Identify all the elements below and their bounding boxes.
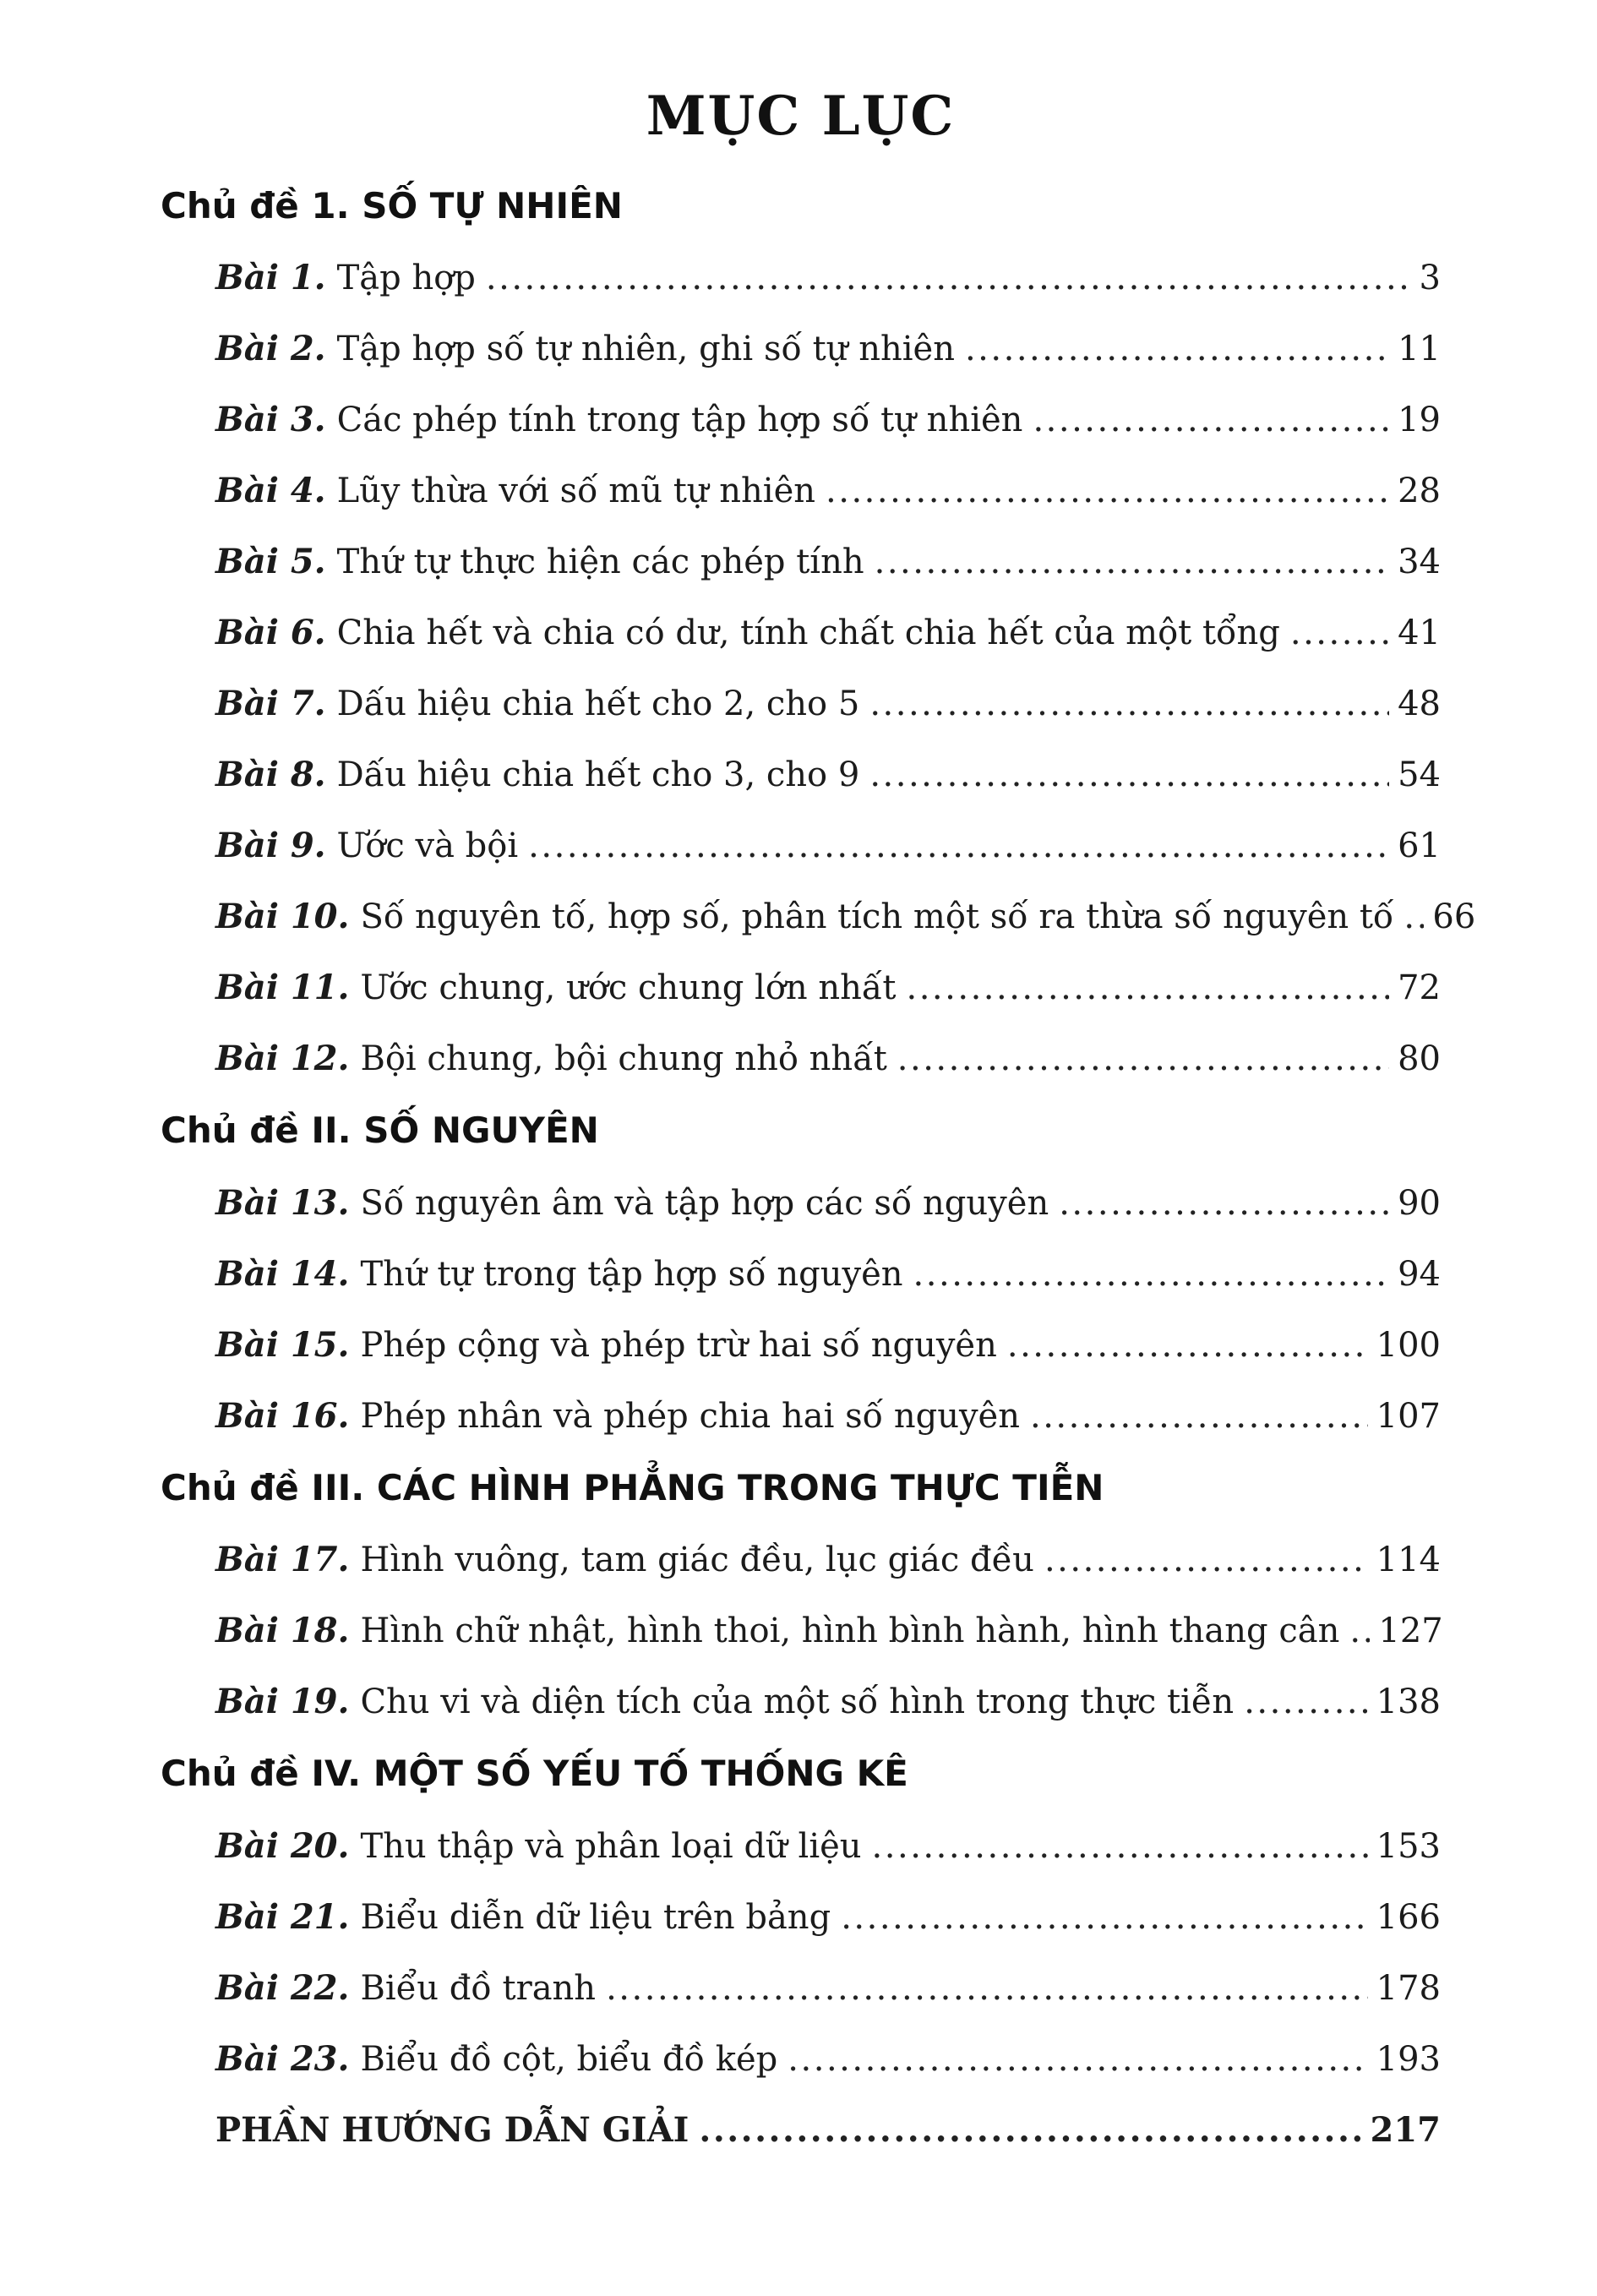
entry-page-number: 138 bbox=[1376, 1682, 1441, 1722]
entry-title: Bội chung, bội chung nhỏ nhất bbox=[360, 1039, 887, 1079]
toc-entry bbox=[215, 2024, 1441, 2095]
entry-title: Ước chung, ước chung lớn nhất bbox=[360, 968, 897, 1008]
dot-leader bbox=[1349, 1611, 1370, 1651]
entry-page-number: 54 bbox=[1398, 755, 1441, 795]
entry-title: Hình chữ nhật, hình thoi, hình bình hành, hình thang cân bbox=[360, 1612, 1340, 1651]
page-title: MỤC LỤC bbox=[646, 85, 956, 148]
entry-title: Lũy thừa với số mũ tự nhiên bbox=[336, 472, 816, 511]
entry-title: Thứ tự trong tập hợp số nguyên bbox=[360, 1254, 903, 1294]
entry-title: Biểu diễn dữ liệu trên bảng bbox=[360, 1897, 831, 1937]
dot-leader bbox=[788, 2039, 1367, 2080]
entry-label: Bài 23. bbox=[215, 2038, 350, 2079]
dot-leader bbox=[1044, 1540, 1368, 1580]
dot-leader bbox=[913, 1254, 1390, 1295]
entry-label: Bài 12. bbox=[215, 1039, 350, 1079]
section-heading: Chủ đề III. CÁC HÌNH PHẲNG TRONG THỰC TIỄN bbox=[161, 1466, 1104, 1508]
entry-title: Ước và bội bbox=[336, 826, 519, 866]
toc-section bbox=[161, 1094, 1441, 1451]
entry-label: Bài 15. bbox=[215, 1324, 350, 1365]
entry-title: Phép nhân và phép chia hai số nguyên bbox=[360, 1396, 1020, 1436]
entry-page-number: 11 bbox=[1398, 330, 1441, 369]
entry-label: Bài 2. bbox=[215, 329, 326, 369]
toc-entry bbox=[215, 1953, 1441, 2024]
toc-entry bbox=[215, 1239, 1441, 1310]
toc-entry bbox=[215, 1023, 1441, 1094]
entry-label: Bài 19. bbox=[215, 1682, 350, 1722]
toc-entry bbox=[215, 384, 1441, 455]
toc-entry bbox=[215, 597, 1441, 668]
dot-leader bbox=[965, 329, 1389, 369]
dot-leader bbox=[1244, 1682, 1367, 1722]
entry-page-number: 3 bbox=[1419, 259, 1441, 298]
entry-page-number: 48 bbox=[1398, 684, 1441, 724]
section-entries bbox=[161, 1524, 1441, 1737]
section-heading: Chủ đề 1. SỐ TỰ NHIÊN bbox=[161, 185, 623, 226]
toc-entry bbox=[215, 1168, 1441, 1239]
dot-leader bbox=[841, 1897, 1367, 1938]
dot-leader bbox=[875, 542, 1389, 582]
dot-leader bbox=[872, 1826, 1368, 1867]
toc-entry bbox=[215, 1595, 1441, 1666]
dot-leader bbox=[907, 968, 1390, 1008]
entry-page-number: 28 bbox=[1398, 472, 1441, 511]
entry-title: Dấu hiệu chia hết cho 2, cho 5 bbox=[336, 684, 860, 724]
entry-page-number: 153 bbox=[1376, 1826, 1441, 1866]
dot-leader bbox=[1059, 1183, 1389, 1224]
dot-leader bbox=[869, 684, 1389, 724]
toc-entry bbox=[215, 1882, 1441, 1953]
dot-leader bbox=[1033, 400, 1389, 440]
section-heading: Chủ đề IV. MỘT SỐ YẾU TỐ THỐNG KÊ bbox=[161, 1753, 908, 1795]
entry-label: Bài 11. bbox=[215, 968, 350, 1008]
section-heading: Chủ đề II. SỐ NGUYÊN bbox=[161, 1110, 599, 1152]
entry-label: Bài 17. bbox=[215, 1540, 350, 1580]
entry-title: Các phép tính trong tập hợp số tự nhiên bbox=[336, 401, 1023, 440]
entry-label: Bài 8. bbox=[215, 755, 326, 795]
section-entries bbox=[161, 243, 1476, 1094]
toc-section bbox=[161, 1737, 1441, 2094]
dot-leader bbox=[1290, 613, 1389, 653]
dot-leader bbox=[826, 471, 1389, 511]
entry-page-number: 193 bbox=[1376, 2039, 1441, 2079]
entry-label: PHẦN HƯỚNG DẪN GIẢI bbox=[215, 2109, 689, 2150]
entry-page-number: 66 bbox=[1432, 897, 1476, 937]
entry-label: Bài 4. bbox=[215, 471, 326, 511]
entry-title: Biểu đồ tranh bbox=[360, 1968, 597, 2008]
toc-entry bbox=[215, 1811, 1441, 1882]
entry-page-number: 107 bbox=[1376, 1396, 1441, 1436]
toc-list bbox=[161, 170, 1476, 2166]
entry-label: Bài 21. bbox=[215, 1896, 350, 1937]
toc-entry bbox=[215, 455, 1441, 526]
toc-entry bbox=[215, 1310, 1441, 1381]
entry-label: Bài 6. bbox=[215, 613, 326, 653]
dot-leader bbox=[897, 1039, 1389, 1079]
toc-entry bbox=[215, 810, 1441, 881]
entry-title: Tập hợp bbox=[336, 259, 476, 298]
dot-leader bbox=[528, 826, 1389, 866]
toc-entry bbox=[215, 314, 1441, 384]
entry-page-number: 72 bbox=[1398, 968, 1441, 1008]
entry-title: Hình vuông, tam giác đều, lục giác đều bbox=[360, 1541, 1034, 1580]
toc-section bbox=[161, 170, 1476, 1094]
entry-label: Bài 9. bbox=[215, 826, 326, 866]
toc-entry bbox=[215, 881, 1476, 952]
entry-page-number: 166 bbox=[1376, 1897, 1441, 1937]
entry-page-number: 19 bbox=[1398, 401, 1441, 440]
entry-page-number: 90 bbox=[1398, 1183, 1441, 1223]
entry-page-number: 80 bbox=[1398, 1039, 1441, 1079]
toc-footer-entry bbox=[215, 2095, 1441, 2166]
entry-page-number: 41 bbox=[1398, 614, 1441, 653]
entry-title: Tập hợp số tự nhiên, ghi số tự nhiên bbox=[336, 330, 955, 369]
entry-label: Bài 10. bbox=[215, 897, 350, 937]
toc-entry bbox=[215, 526, 1441, 597]
toc-entry bbox=[215, 243, 1441, 314]
entry-title: Dấu hiệu chia hết cho 3, cho 9 bbox=[336, 755, 860, 795]
section-entries bbox=[161, 1168, 1441, 1452]
toc-entry bbox=[215, 1666, 1441, 1737]
entry-label: Bài 14. bbox=[215, 1253, 350, 1294]
toc-entry bbox=[215, 668, 1441, 739]
entry-title: Chu vi và diện tích của một số hình trong thực tiễn bbox=[360, 1682, 1235, 1722]
entry-label: Bài 3. bbox=[215, 400, 326, 440]
entry-title: Chia hết và chia có dư, tính chất chia hết của một tổng bbox=[336, 614, 1280, 653]
dot-leader bbox=[1007, 1325, 1368, 1366]
entry-page-number: 178 bbox=[1376, 1968, 1441, 2008]
entry-label: Bài 5. bbox=[215, 542, 326, 582]
toc-entry bbox=[215, 1524, 1441, 1595]
entry-title: Số nguyên âm và tập hợp các số nguyên bbox=[360, 1183, 1049, 1223]
entry-page-number: 217 bbox=[1370, 2109, 1441, 2150]
entry-page-number: 94 bbox=[1398, 1254, 1441, 1294]
entry-page-number: 100 bbox=[1376, 1325, 1441, 1365]
toc-section bbox=[161, 1452, 1441, 1737]
entry-page-number: 61 bbox=[1398, 826, 1441, 866]
dot-leader bbox=[606, 1968, 1368, 2009]
entry-title: Số nguyên tố, hợp số, phân tích một số ra thừa số nguyên tố bbox=[360, 897, 1394, 937]
dot-leader bbox=[1030, 1396, 1368, 1437]
entry-page-number: 114 bbox=[1376, 1541, 1441, 1580]
section-entries bbox=[161, 1811, 1441, 2095]
dot-leader bbox=[486, 258, 1411, 298]
entry-label: Bài 1. bbox=[215, 258, 326, 298]
entry-title: Biểu đồ cột, biểu đồ kép bbox=[360, 2039, 778, 2079]
entry-title: Thu thập và phân loại dữ liệu bbox=[360, 1826, 862, 1866]
entry-title: Thứ tự thực hiện các phép tính bbox=[336, 543, 864, 582]
entry-page-number: 127 bbox=[1378, 1612, 1443, 1651]
entry-label: Bài 13. bbox=[215, 1182, 350, 1223]
entry-label: Bài 22. bbox=[215, 1967, 350, 2008]
entry-label: Bài 16. bbox=[215, 1395, 350, 1436]
toc-entry bbox=[215, 952, 1441, 1023]
entry-title: Phép cộng và phép trừ hai số nguyên bbox=[360, 1325, 997, 1365]
entry-label: Bài 18. bbox=[215, 1611, 350, 1651]
entry-page-number: 34 bbox=[1398, 543, 1441, 582]
entry-label: Bài 20. bbox=[215, 1825, 350, 1866]
toc-entry bbox=[215, 1381, 1441, 1452]
dot-leader bbox=[869, 755, 1389, 795]
dot-leader bbox=[699, 2110, 1361, 2151]
dot-leader bbox=[1404, 897, 1424, 937]
toc-entry bbox=[215, 739, 1441, 810]
entry-label: Bài 7. bbox=[215, 684, 326, 724]
